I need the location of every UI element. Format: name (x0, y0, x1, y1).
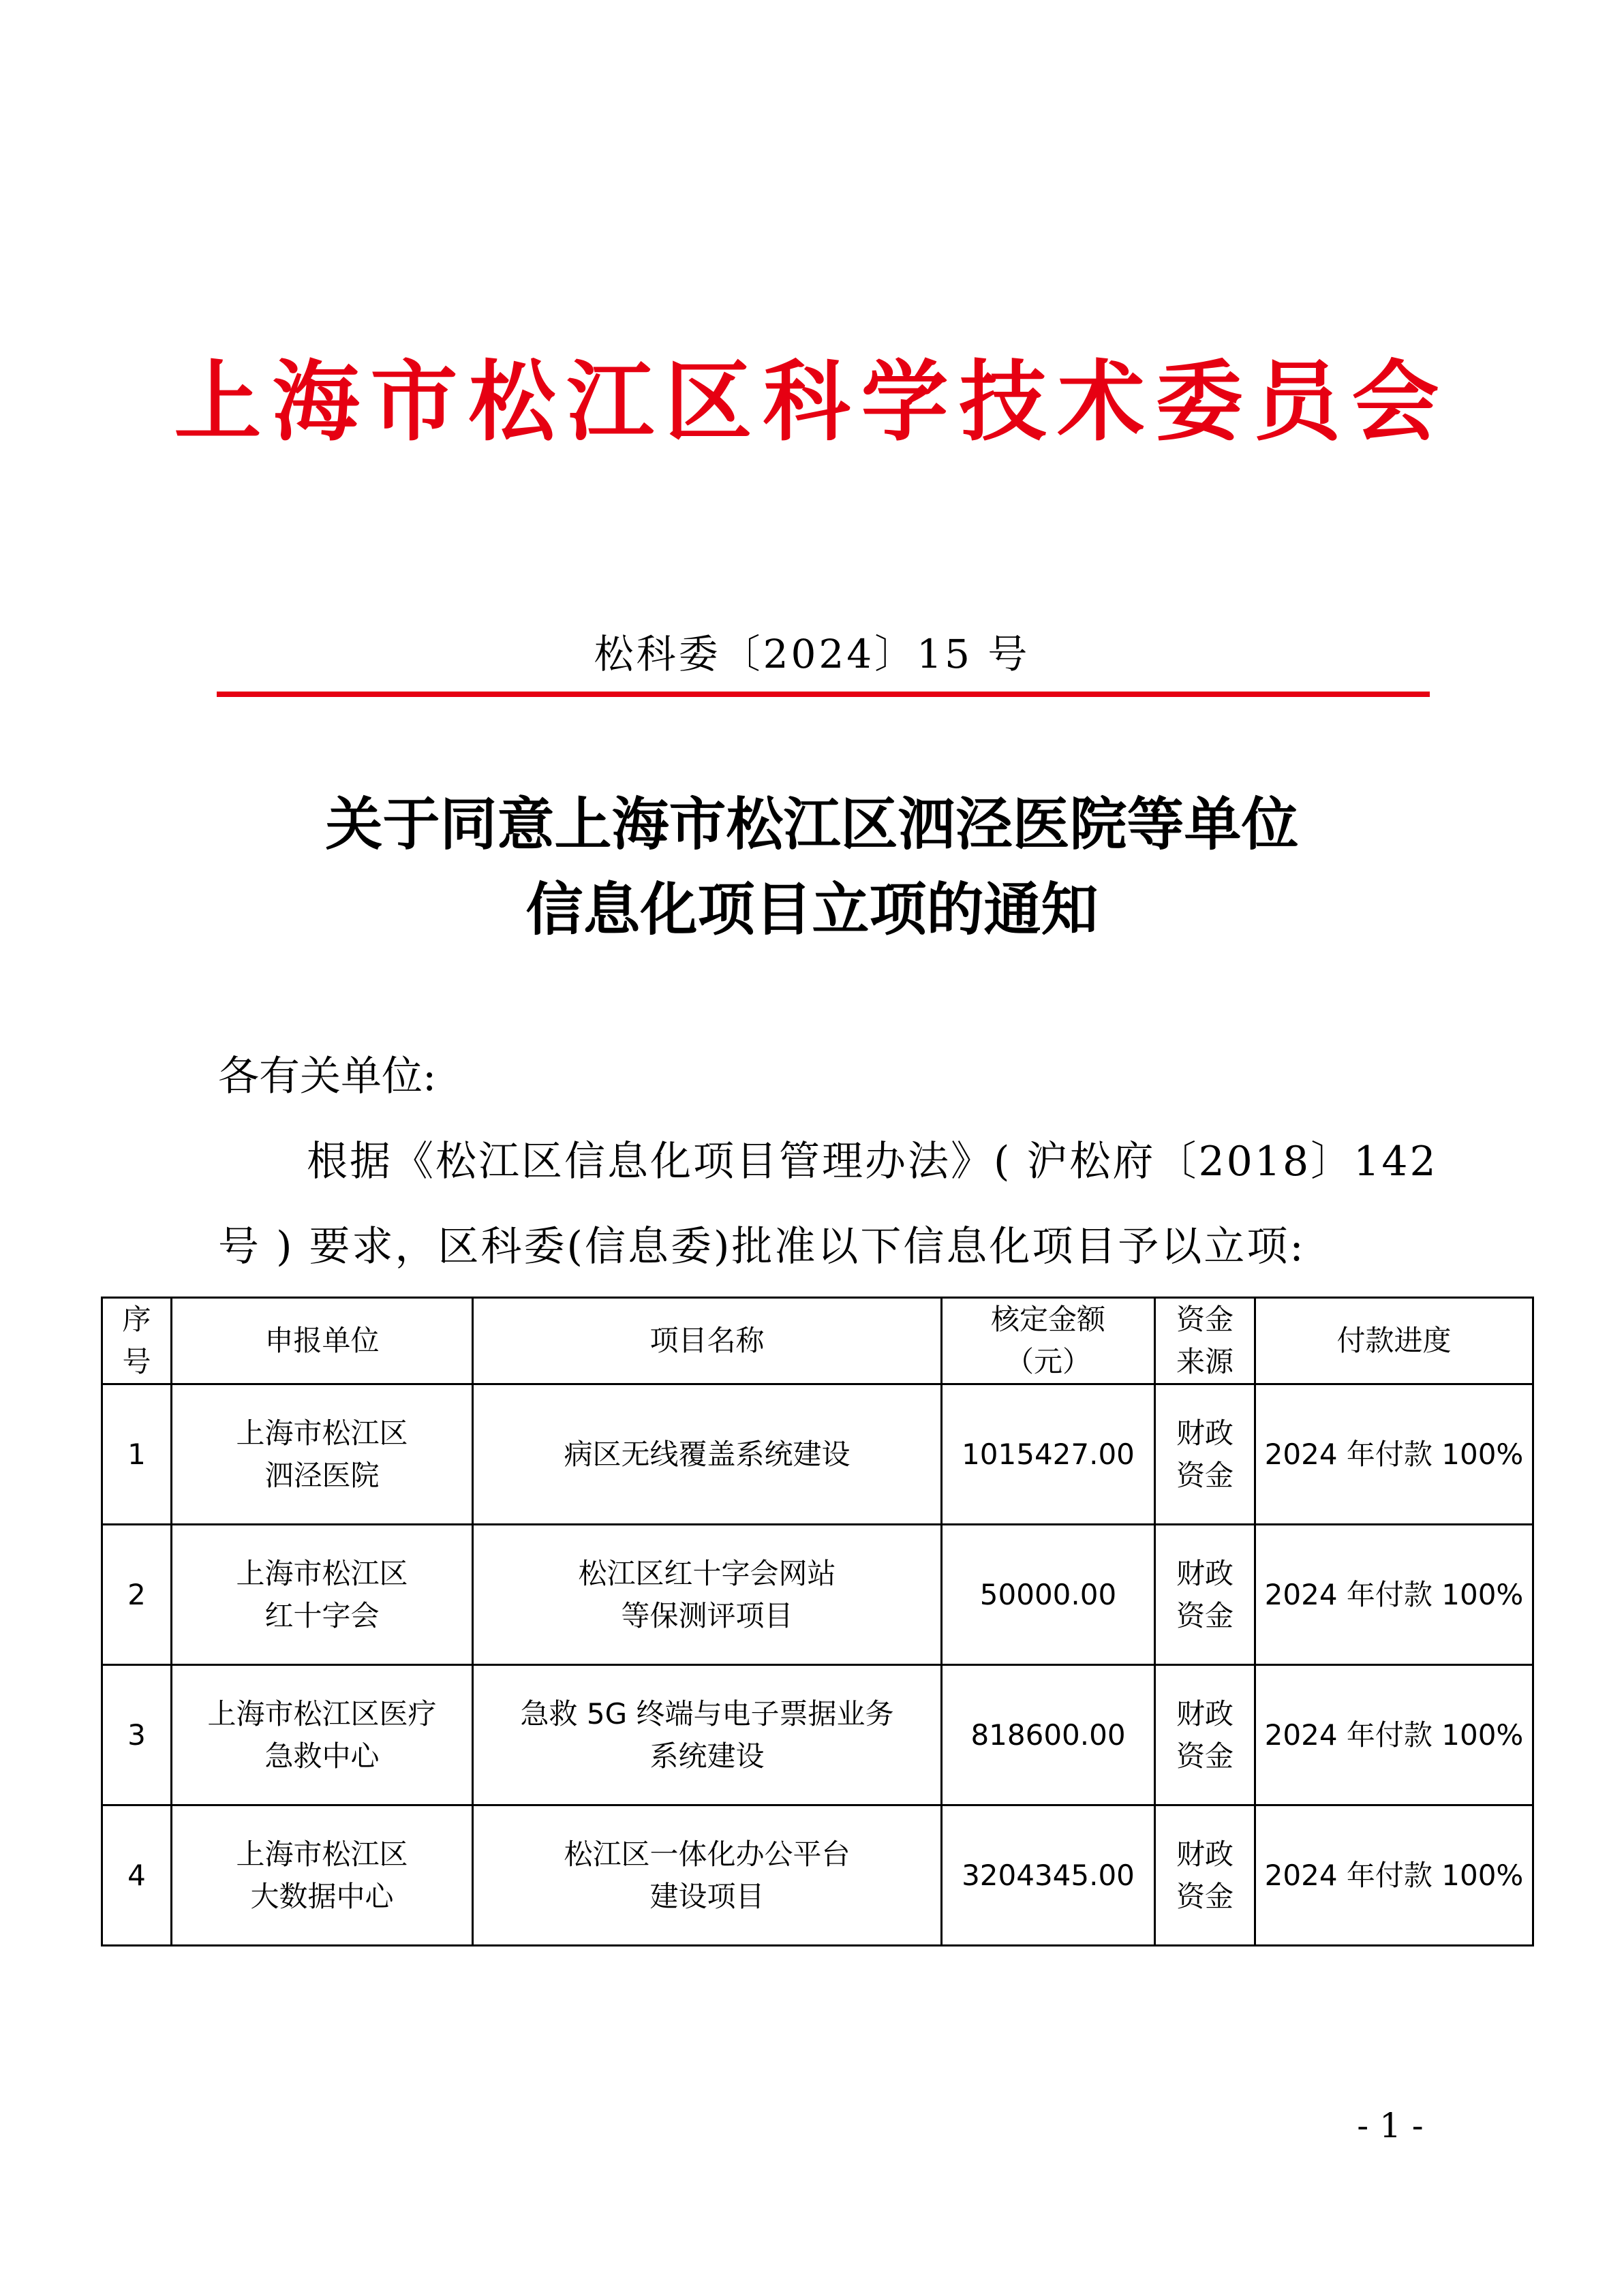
row-seq: 4 (102, 1805, 172, 1946)
row-unit-line: 上海市松江区 (236, 1837, 408, 1871)
letterhead-org-name: 上海市松江区科学技术委员会 (174, 351, 1450, 453)
header-source (1155, 1298, 1255, 1384)
header-project: 项目名称 (473, 1298, 942, 1384)
row-seq: 2 (102, 1525, 172, 1665)
row-source (1155, 1805, 1255, 1946)
header-seq-line: 序 (122, 1303, 151, 1336)
row-project-line: 病区无线覆盖系统建设 (564, 1437, 851, 1471)
row-unit-line: 上海市松江区 (236, 1416, 408, 1450)
salutation: 各有关单位: (218, 1053, 437, 1100)
row-source-line: 财政 (1176, 1416, 1234, 1450)
header-seq-line: 号 (122, 1345, 151, 1378)
row-progress: 2024 年付款 100% (1255, 1805, 1533, 1946)
row-project (473, 1384, 942, 1525)
row-unit-line: 上海市松江区医疗 (207, 1696, 437, 1731)
row-progress: 2024 年付款 100% (1255, 1665, 1533, 1805)
red-divider-line (217, 692, 1430, 697)
row-source-line: 资金 (1176, 1739, 1234, 1773)
header-amount-line: （元） (1005, 1345, 1091, 1378)
header-progress: 付款进度 (1255, 1298, 1533, 1384)
row-project (473, 1525, 942, 1665)
document-number: 松科委〔2024〕15 号 (594, 631, 1030, 677)
row-unit-line: 红十字会 (264, 1598, 380, 1632)
row-project (473, 1665, 942, 1805)
table-header-row (102, 1298, 1533, 1384)
document-title-line-2: 信息化项目立项的通知 (525, 875, 1099, 943)
row-source-line: 财政 (1176, 1696, 1234, 1731)
table-row (102, 1525, 1533, 1665)
row-source-line: 财政 (1176, 1556, 1234, 1590)
row-amount: 1015427.00 (942, 1384, 1155, 1525)
row-unit-line: 上海市松江区 (236, 1556, 408, 1590)
project-table (101, 1297, 1534, 1946)
header-source-line: 来源 (1176, 1345, 1234, 1378)
row-unit-line: 大数据中心 (250, 1879, 394, 1913)
row-unit-line: 泗泾医院 (264, 1458, 380, 1492)
header-source-line: 资金 (1176, 1303, 1234, 1336)
header-amount (942, 1298, 1155, 1384)
page-number: - 1 - (1357, 2106, 1424, 2145)
row-unit-line: 急救中心 (264, 1739, 380, 1773)
row-project (473, 1805, 942, 1946)
row-source (1155, 1525, 1255, 1665)
row-source (1155, 1665, 1255, 1805)
row-source-line: 财政 (1176, 1837, 1234, 1871)
table-row (102, 1384, 1533, 1525)
row-project-line: 松江区红十字会网站 (578, 1556, 836, 1590)
row-seq: 3 (102, 1665, 172, 1805)
header-seq (102, 1298, 172, 1384)
body-paragraph-line-2: 号 ) 要求，区科委(信息委)批准以下信息化项目予以立项: (218, 1223, 1306, 1271)
row-progress: 2024 年付款 100% (1255, 1525, 1533, 1665)
row-source (1155, 1384, 1255, 1525)
row-amount: 50000.00 (942, 1525, 1155, 1665)
row-seq: 1 (102, 1384, 172, 1525)
table-row (102, 1805, 1533, 1946)
row-amount: 3204345.00 (942, 1805, 1155, 1946)
row-project-line: 系统建设 (649, 1739, 765, 1773)
row-unit (172, 1525, 473, 1665)
header-unit: 申报单位 (172, 1298, 473, 1384)
row-source-line: 资金 (1176, 1458, 1234, 1492)
row-project-line: 松江区一体化办公平台 (564, 1837, 851, 1871)
document-title-line-1: 关于同意上海市松江区泗泾医院等单位 (325, 790, 1299, 858)
row-project-line: 急救 5G 终端与电子票据业务 (520, 1696, 894, 1731)
table-row (102, 1665, 1533, 1805)
row-unit (172, 1805, 473, 1946)
header-amount-line: 核定金额 (990, 1303, 1105, 1336)
row-amount: 818600.00 (942, 1665, 1155, 1805)
row-source-line: 资金 (1176, 1598, 1234, 1632)
row-progress: 2024 年付款 100% (1255, 1384, 1533, 1525)
body-paragraph-line-1: 根据《松江区信息化项目管理办法》( 沪松府〔2018〕142 (307, 1138, 1438, 1185)
row-project-line: 建设项目 (649, 1879, 765, 1913)
row-source-line: 资金 (1176, 1879, 1234, 1913)
row-project-line: 等保测评项目 (621, 1598, 793, 1632)
row-unit (172, 1384, 473, 1525)
row-unit (172, 1665, 473, 1805)
